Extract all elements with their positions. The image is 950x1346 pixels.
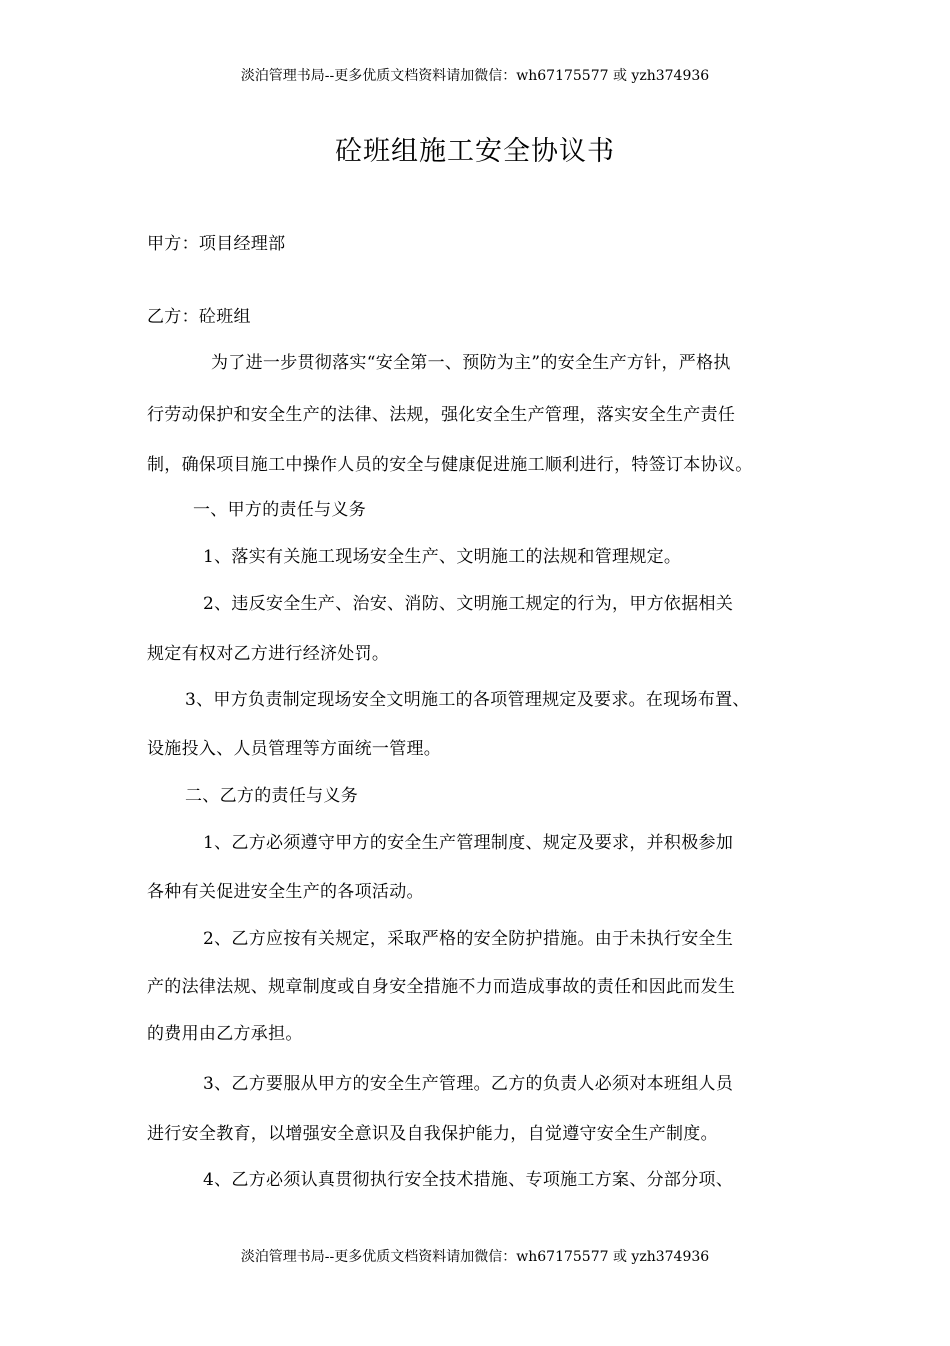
section-b-item-3: 3、乙方要服从甲方的安全生产管理。乙方的负责人必须对本班组人员: [203, 1074, 734, 1094]
intro-line: 制，确保项目施工中操作人员的安全与健康促进施工顺利进行，特签订本协议。: [147, 455, 753, 475]
party-a-line: 甲方：项目经理部: [147, 234, 286, 254]
section-b-item-2: 2、乙方应按有关规定，采取严格的安全防护措施。由于未执行安全生: [203, 929, 734, 949]
section-a-heading: 一、甲方的责任与义务: [193, 500, 366, 520]
document-title: 砼班组施工安全协议书: [335, 136, 615, 167]
section-a-item-2-cont: 规定有权对乙方进行经济处罚。: [147, 644, 390, 664]
page-footer: 淡泊管理书局--更多优质文档资料请加微信：wh67175577 或 yzh374936: [240, 1249, 710, 1265]
section-b-item-3-cont: 进行安全教育，以增强安全意识及自我保护能力，自觉遵守安全生产制度。: [147, 1124, 718, 1144]
section-b-heading: 二、乙方的责任与义务: [185, 786, 358, 806]
section-b-item-1-cont: 各种有关促进安全生产的各项活动。: [147, 882, 424, 902]
section-b-item-1: 1、乙方必须遵守甲方的安全生产管理制度、规定及要求，并积极参加: [203, 833, 734, 853]
party-b-line: 乙方：砼班组: [147, 307, 251, 327]
section-a-item-2: 2、违反安全生产、治安、消防、文明施工规定的行为，甲方依据相关: [203, 594, 734, 614]
section-b-item-2-cont: 产的法律法规、规章制度或自身安全措施不力而造成事故的责任和因此而发生: [147, 977, 736, 997]
section-a-item-3: 3、甲方负责制定现场安全文明施工的各项管理规定及要求。在现场布置、: [185, 690, 750, 710]
page-header: 淡泊管理书局--更多优质文档资料请加微信：wh67175577 或 yzh374936: [240, 68, 710, 84]
intro-line: 行劳动保护和安全生产的法律、法规，强化安全生产管理，落实安全生产责任: [147, 405, 736, 425]
section-a-item-1: 1、落实有关施工现场安全生产、文明施工的法规和管理规定。: [203, 547, 682, 567]
section-a-item-3-cont: 设施投入、人员管理等方面统一管理。: [147, 739, 442, 759]
section-b-item-4: 4、乙方必须认真贯彻执行安全技术措施、专项施工方案、分部分项、: [203, 1170, 734, 1190]
intro-line: 为了进一步贯彻落实“安全第一、预防为主”的安全生产方针，严格执: [211, 353, 731, 373]
section-b-item-2-cont: 的费用由乙方承担。: [147, 1024, 303, 1044]
